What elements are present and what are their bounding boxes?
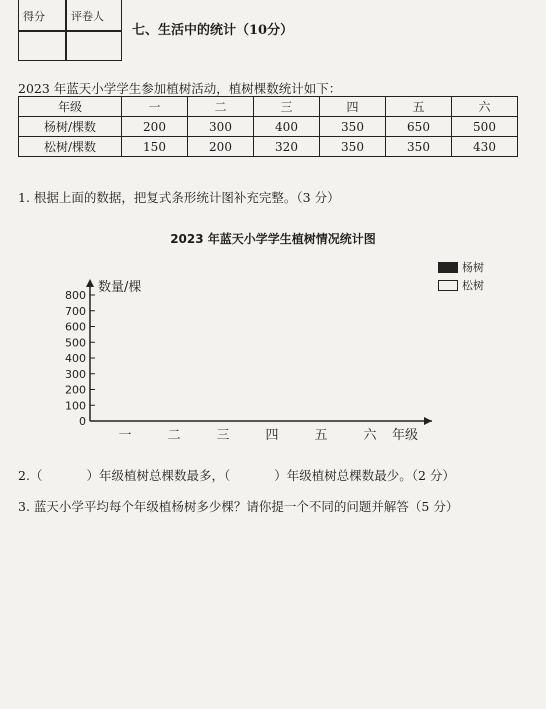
x-axis-arrow-icon (424, 417, 432, 425)
table-row (19, 137, 518, 157)
x-tick-label: 三 (216, 428, 230, 443)
chart-title: 2023 年蓝天小学学生植树情况统计图 (170, 232, 376, 246)
table-cell: 松树/棵数 (19, 137, 122, 157)
table-cell: 300 (188, 117, 254, 137)
x-tick-label: 六 (363, 428, 377, 443)
table-cell: 六 (452, 97, 518, 117)
y-tick-label: 0 (79, 415, 86, 428)
q2-part: 2.（ (18, 468, 43, 483)
y-tick-label: 600 (65, 320, 86, 334)
intro-text: 2023 年蓝天小学学生参加植树活动，植树棵数统计如下： (18, 81, 342, 96)
x-tick-label: 四 (265, 428, 279, 443)
bar-chart (0, 270, 546, 450)
section-title: 七、生活中的统计（10分） (132, 23, 294, 38)
legend-label: 杨树 (462, 261, 484, 274)
table-cell: 五 (386, 97, 452, 117)
table-cell: 二 (188, 97, 254, 117)
y-tick-label: 500 (65, 336, 86, 350)
table-cell: 350 (386, 137, 452, 157)
table-cell: 四 (320, 97, 386, 117)
table-cell: 430 (452, 137, 518, 157)
y-tick-label: 100 (65, 399, 86, 413)
question-1: 1. 根据上面的数据，把复式条形统计图补充完整。（3 分） (18, 190, 340, 205)
y-tick-label: 800 (65, 289, 86, 302)
table-cell: 杨树/棵数 (19, 117, 122, 137)
table-cell: 350 (320, 117, 386, 137)
table-cell: 三 (254, 97, 320, 117)
table-header-row (19, 97, 518, 117)
tree-count-table (18, 96, 518, 157)
table-cell: 150 (122, 137, 188, 157)
x-axis-label: 年级 (392, 428, 419, 443)
x-tick-label: 一 (118, 428, 132, 443)
table-cell: 一 (122, 97, 188, 117)
table-cell: 200 (122, 117, 188, 137)
y-tick-label: 300 (65, 367, 86, 381)
score-box (18, 0, 122, 61)
x-tick-label: 五 (314, 428, 328, 443)
q2-part: ）年级植树总棵数最少。（2 分） (274, 468, 455, 483)
q2-part: ）年级植树总棵数最多，（ (86, 468, 231, 483)
table-cell: 年级 (19, 97, 122, 117)
score-box-row-divider (19, 30, 121, 32)
table-cell: 350 (320, 137, 386, 157)
table-cell: 320 (254, 137, 320, 157)
y-tick-label: 200 (65, 383, 86, 397)
y-axis-label: 数量/棵 (98, 280, 142, 295)
grader-label: 评卷人 (71, 10, 104, 23)
y-axis-arrow-icon (86, 279, 94, 287)
table-cell: 650 (386, 117, 452, 137)
table-cell: 200 (188, 137, 254, 157)
y-tick-label: 400 (65, 352, 86, 365)
question-2 (18, 466, 455, 484)
y-tick-label: 700 (65, 304, 86, 318)
legend-label: 松树 (462, 279, 484, 292)
question-3: 3. 蓝天小学平均每个年级植杨树多少棵？请你提一个不同的问题并解答（5 分） (18, 499, 459, 514)
table-cell: 400 (254, 117, 320, 137)
table-cell: 500 (452, 117, 518, 137)
score-label: 得分 (23, 10, 45, 23)
table-row (19, 117, 518, 137)
x-tick-label: 二 (167, 428, 181, 443)
